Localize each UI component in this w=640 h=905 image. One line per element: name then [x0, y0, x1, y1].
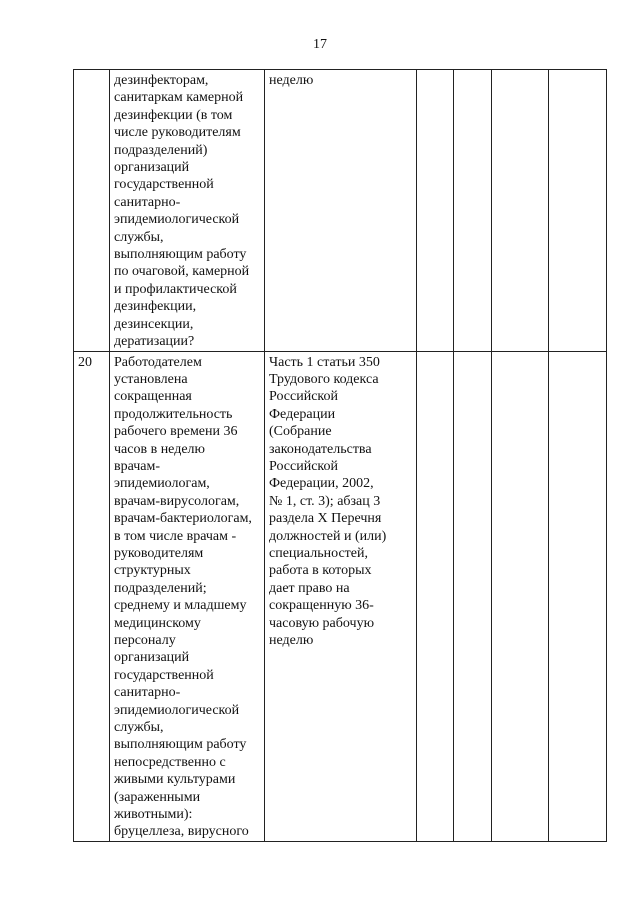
- empty-cell-yes: [417, 70, 454, 352]
- row-number: [74, 70, 110, 352]
- row-description: дезинфекторам, санитаркам камерной дезинфекции (в том числе руководителям подразделений) организаций государственной санитарно- эпидемиологической службы, выполняющим работу по очаговой, камерной и профилактической дезинфекции, дезинсекции, дератизации?: [114, 73, 250, 350]
- row-number: 20: [74, 351, 110, 841]
- row-legal-basis: неделю: [269, 73, 314, 88]
- requirements-table: [73, 69, 607, 842]
- row-legal-basis: Часть 1 статьи 350 Трудового кодекса Российской Федерации (Собрание законодательства Российской Федерации, 2002, № 1, ст. 3); абзац 3 раздела X Перечня должностей и (или) специальностей, работа в которых дает право на сокращенную 36- часовую рабочую неделю: [269, 354, 387, 648]
- table-row: [74, 351, 607, 841]
- empty-cell-no: [454, 351, 492, 841]
- empty-cell-notes: [549, 70, 607, 352]
- table-row: [74, 70, 607, 352]
- empty-cell-notes: [549, 351, 607, 841]
- empty-cell-na: [492, 351, 549, 841]
- empty-cell-no: [454, 70, 492, 352]
- page-number: 17: [313, 37, 327, 52]
- empty-cell-yes: [417, 351, 454, 841]
- row-description: Работодателем установлена сокращенная продолжительность рабочего времени 36 часов в неделю врачам- эпидемиологам, врачам-вирусологам, врачам-бактериологам, в том числе врачам - руководителям структурных подразделений; среднему и младшему медицинскому персоналу организаций государственной санитарно- эпидемиологической службы, выполняющим работу непосредственно с живыми культурами (зараженными животными): бруцеллеза, вирусного: [114, 354, 252, 840]
- empty-cell-na: [492, 70, 549, 352]
